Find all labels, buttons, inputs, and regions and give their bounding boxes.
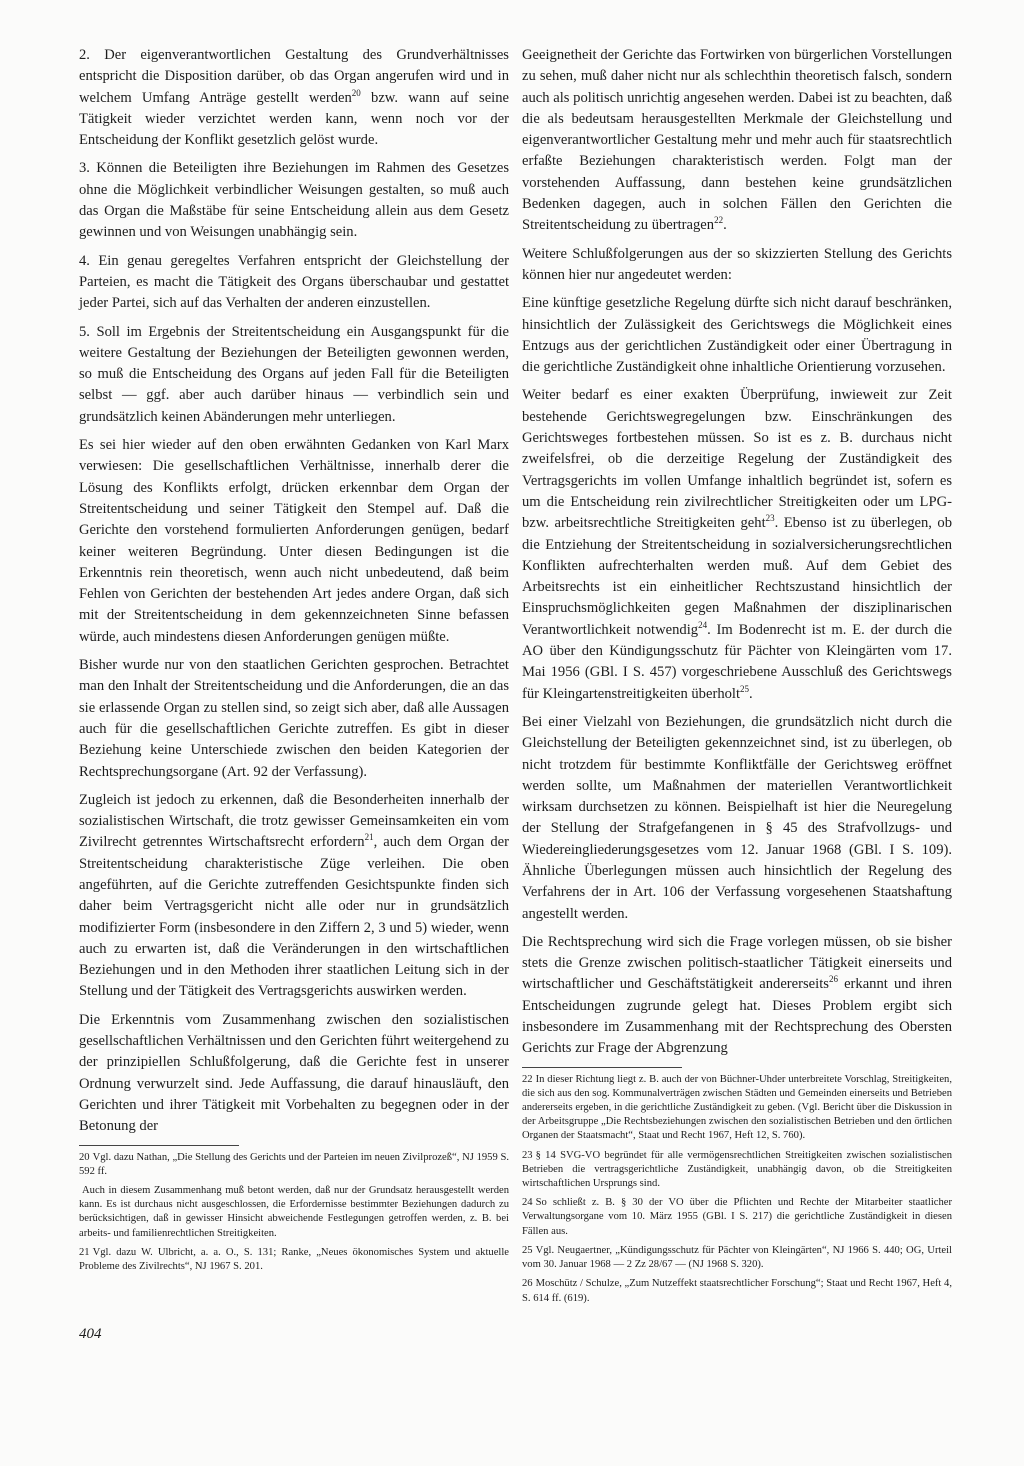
footnote-number: 24 (522, 1197, 533, 1209)
footnote-ref: 23 (765, 513, 775, 524)
footnote (522, 1244, 952, 1272)
paragraph-text: 2. Der eigenverantwortlichen Gestaltung des Grundverhältnisses entspricht die Disposition darüber, ob das Organ angerufen wird und in welchem Umfang Anträge gestellt werden (79, 47, 509, 106)
paragraph (522, 385, 952, 704)
footnote (79, 1151, 509, 1179)
footnote-ref: 24 (698, 619, 708, 630)
paragraph (79, 790, 509, 1003)
right-footnotes (522, 1073, 952, 1306)
footnote-number: 25 (522, 1244, 533, 1256)
footnote-ref: 26 (828, 974, 838, 985)
paragraph (522, 244, 952, 287)
footnote-text: Vgl. Neugaertner, „Kündigungsschutz für Pächter von Kleingärten“, NJ 1966 S. 440; OG, Urteil vom 30. Januar 1968 — 2 Zz 28/67 — (NJ 1968 S. 320). (522, 1244, 952, 1271)
paragraph-text: . (749, 685, 753, 702)
paragraph-text: . (723, 217, 727, 234)
footnote-number: 23 (522, 1149, 533, 1161)
paragraph-text: , auch dem Organ der Streitentscheidung charakteristische Züge verleihen. Die oben angeführten, auf die Gerichte zutreffenden Gesichtspunkte finden sich daher beim Vertragsgericht nicht alle oder nur in grundsätzlich modifizierter Form (insbesondere in den Ziffern 2, 3 und 5) wieder, wenn auch zu erwarten ist, daß die Veränderungen in den wirtschaftlichen Beziehungen und in den Methoden ihrer staatlichen Leitung sich in der Stellung und der Tätigkeit des Vertragsgerichts auswirken werden. (79, 834, 509, 1000)
footnote-text: In dieser Richtung liegt z. B. auch der von Büchner-Uhder unterbreitete Vorschlag, Streitigkeiten, die sich aus den sog. Kommunalverträgen zwischen Städten und Gemeinden einerseits und Betrieben andererseits ergeben, in die gerichtliche Zuständigkeit zu geben. (Vgl. Bericht über die Diskussion in der Arbeitsgruppe „Die Rechtsbeziehungen zwischen den sozialistischen Betrieben und den örtlichen Organen der Staatsmacht“, Staat und Recht 1967, Heft 12, S. 760). (522, 1073, 952, 1142)
paragraph (522, 712, 952, 925)
paragraph (79, 158, 509, 243)
paragraph-text: 5. Soll im Ergebnis der Streitentscheidung ein Ausgangspunkt für die weitere Gestaltung der Beziehungen der Beteiligten gewonnen werden, so muß die Entscheidung des Organs auf jeden Fall für die Beteiligten selbst — ggf. aber auch darüber hinaus — verbindlich sein und grundsätzlich keinen Abänderungen mehr unterliegen. (79, 323, 509, 425)
paragraph-text: Die Erkenntnis vom Zusammenhang zwischen den sozialistischen gesellschaftlichen Verhältnissen und den Gerichten führt weitergehend zu der prinzipiellen Schlußfolgerung, daß die Gerichte fest in unserer Ordnung verwurzelt sind. Jede Auffassung, die darauf hinausläuft, den Gerichten und ihrer Tätigkeit mit Vorbehalten zu begegnen oder in der Betonung der (79, 1011, 509, 1135)
paragraph-text: 4. Ein genau geregeltes Verfahren entspricht der Gleichstellung der Parteien, es macht die Tätigkeit des Organs überschaubar und gestattet jeder Partei, sich auf das Verhalten der anderen einzustellen. (79, 252, 509, 312)
paragraph (79, 251, 509, 315)
footnote-text: Auch in diesem Zusammenhang muß betont werden, daß nur der Grundsatz herausgestellt werden kann. Es ist durchaus nicht ausgeschlossen, die Erfordernisse bestimmter Beziehungen dadurch zu berücksichtigen, daß in gewisser Hinsicht abweichende Festlegungen getroffen werden, z. B. bei arbeits- und familienrechtlichen Streitigkeiten. (79, 1184, 509, 1239)
paragraph-text: . Im Bodenrecht ist m. E. der durch die AO über den Kündigungsschutz für Pächter von Kleingärten vom 17. Mai 1956 (GBl. I S. 457) vorgeschriebene Ausschluß des Gerichtswegs für Kleingartenstreitigkeiten überholt (522, 621, 952, 702)
paragraph-text: Bei einer Vielzahl von Beziehungen, die grundsätzlich nicht durch die Gleichstellung der Beteiligten gekennzeichnet sind, ist zu überlegen, ob nicht trotzdem für bestimmte Konfliktfälle der Gerichtsweg eröffnet werden sollte, um Maßnahmen der materiellen Verantwortlichkeit wirksam durchsetzen zu können. Beispielhaft ist hier die Neuregelung der Stellung der Strafgefangenen in § 45 des Strafvollzugs- und Wiedereingliederungsgesetzes vom 12. Januar 1968 (GBl. I S. 109). Ähnliche Überlegungen müssen auch hinsichtlich der Regelung des Verfahrens der in Art. 106 der Verfassung vorgesehenen Staatshaftung angestellt werden. (522, 713, 952, 922)
paragraph-text: Es sei hier wieder auf den oben erwähnten Gedanken von Karl Marx verwiesen: Die gesellschaftlichen Verhältnisse, innerhalb derer die Lösung des Konflikts erfolgt, drücken erkennbar dem Organ der Streitentscheidung und seiner Tätigkeit den Stempel auf. Daß die Gerichte den vorstehend formulierten Anforderungen genügen, bedarf keiner weiteren Begründung. Unter diesen Bedingungen ist die Erkenntnis rein theoretisch, wenn auch nicht unbedeutend, daß beim Fehlen von Gerichten der bestehenden Art jedes andere Organ, daß sich mit der Streitentscheidung in dem gekennzeichneten Sinne befassen würde, auch mindestens diesen Anforderungen genügen müßte. (79, 437, 509, 645)
paragraph-text: erkannt und ihren Entscheidungen zugrunde gelegt hat. Dieses Problem ergibt sich insbesondere im Zusammenhang mit der Rechtsprechung des Obersten Gerichts zur Frage der Abgrenzung (522, 976, 952, 1057)
paragraph (79, 435, 509, 648)
footnote-number: 22 (522, 1073, 533, 1085)
footnote-text: Vgl. dazu W. Ulbricht, a. a. O., S. 131; Ranke, „Neues ökonomisches System und aktuelle Probleme des Zivilrechts“, NJ 1967 S. 201. (79, 1246, 509, 1272)
paragraph-text: Die Rechtsprechung wird sich die Frage vorlegen müssen, ob sie bisher stets die Grenze zwischen politisch-staatlicher Tätigkeit einerseits und wirtschaftlicher und Geschäftstätigkeit andererseits (522, 933, 952, 993)
footnote-ref: 20 (351, 87, 361, 98)
right-column (522, 45, 952, 1311)
page-number: 404 (79, 1326, 102, 1342)
left-footnotes (79, 1151, 509, 1275)
paragraph (522, 45, 952, 237)
paragraph-text: Zugleich ist jedoch zu erkennen, daß die Besonderheiten innerhalb der sozialistischen Wirtschaft, die trotz gewisser Gemeinsamkeiten ein vom Zivilrecht getrenntes Wirtschaftsrecht erfordern (79, 791, 509, 851)
paragraph (79, 322, 509, 428)
footnote-text: Vgl. dazu Nathan, „Die Stellung des Gerichts und der Parteien im neuen Zivilprozeß“, NJ 1959 S. 592 ff. (79, 1151, 509, 1177)
paragraph (79, 45, 509, 151)
paragraph-text: bzw. wann auf seine Tätigkeit wieder verzichtet werden kann, wenn noch vor der Entscheidung der Konflikt gesetzlich gelöst wurde. (79, 89, 510, 149)
footnote-rule-right (522, 1067, 682, 1068)
paragraph-text: Bisher wurde nur von den staatlichen Gerichten gesprochen. Betrachtet man den Inhalt der Streitentscheidung und die Anforderungen, die an das sie erlassende Organ zu stellen sind, so zeigt sich aber, daß alle Aussagen auch für die gesellschaftlichen Gerichte zutreffen. Es gibt in dieser Beziehung keine Unterschiede zwischen den beiden Kategorien der Rechtsprechungsorgane (Art. 92 der Verfassung). (79, 657, 509, 780)
footnote (522, 1277, 952, 1305)
footnote-number: 21 (79, 1246, 90, 1258)
footnote (79, 1184, 509, 1241)
footnote-text: § 14 SVG-VO begründet für alle vermögensrechtlichen Streitigkeiten zwischen sozialistischen Betrieben die vertragsgerichtliche Zuständigkeit, unabhängig davon, ob die Streitigkeiten wirtschaftlichen Ursprungs sind. (522, 1149, 952, 1190)
paragraph-text: Geeignetheit der Gerichte das Fortwirken von bürgerlichen Vorstellungen zu sehen, muß daher nicht nur als schlechthin theoretisch falsch, sondern auch als politisch unrichtig angesehen werden. Dabei ist zu beachten, daß die als bedeutsam herausgestellten Merkmale der Gleichstellung und eigenverantwortlicher Gestaltung mehr und mehr auch für staatsrechtlich erfaßte Beziehungen charakteristisch werden. Folgt man der vorstehenden Auffassung, dann bestehen keine grundsätzlichen Bedenken dagegen, auch in solchen Fällen den Gerichten die Streitentscheidung zu übertragen (522, 47, 952, 234)
footnote (522, 1149, 952, 1192)
left-body-text (79, 45, 509, 1138)
footnote (79, 1246, 509, 1274)
footnote-rule-left (79, 1145, 239, 1146)
footnote (522, 1196, 952, 1239)
paragraph-text: 3. Können die Beteiligten ihre Beziehungen im Rahmen des Gesetzes ohne die Möglichkeit verbindlicher Weisungen gestalten, so muß auch das Organ die Maßstäbe für seine Entscheidung allein aus dem Gesetz gewinnen und von Weisungen unabhängig sein. (79, 160, 509, 241)
left-column (79, 45, 509, 1279)
footnote-number: 20 (79, 1151, 90, 1163)
footnote-ref: 21 (364, 832, 374, 843)
paragraph (79, 655, 509, 783)
paragraph (522, 932, 952, 1060)
footnote-ref: 22 (714, 215, 724, 226)
footnote-text: Moschütz / Schulze, „Zum Nutzeffekt staatsrechtlicher Forschung“; Staat und Recht 1967, Heft 4, S. 614 ff. (619). (522, 1278, 952, 1304)
footnote-ref: 25 (740, 683, 750, 694)
paragraph-text: Weiter bedarf es einer exakten Überprüfung, inwieweit zur Zeit bestehende Gerichtswegregelungen bzw. Einschränkungen des Gerichtsweges fortbestehen müssen. So ist es z. B. durchaus nicht zweifelsfrei, ob die derzeitige Regelung der Zuständigkeit des Vertragsgerichts im vollen Umfange inhaltlich begründet ist, sofern es um die Entscheidung rein zivilrechtlicher Streitigkeiten oder um LPG- bzw. arbeitsrechtliche Streitigkeiten geht (522, 387, 952, 532)
footnote-text: So schließt z. B. § 30 der VO über die Pflichten und Rechte der Mitarbeiter staatlicher Verwaltungsorgane vom 10. März 1955 (GBl. I S. 217) die gerichtliche Zuständigkeit in diesen Fällen aus. (522, 1197, 952, 1237)
paragraph (522, 293, 952, 378)
footnote (522, 1073, 952, 1144)
paragraph (79, 1010, 509, 1138)
paragraph-text: Eine künftige gesetzliche Regelung dürfte sich nicht darauf beschränken, hinsichtlich der Zulässigkeit des Gerichtswegs die Möglichkeit eines Entzugs aus der gerichtlichen Zuständigkeit oder einer Übertragung in die gerichtliche Zuständigkeit ohne inhaltliche Orientierung vorzusehen. (522, 295, 952, 376)
right-body-text (522, 45, 952, 1060)
footnote-number: 26 (522, 1278, 533, 1290)
paragraph-text: Weitere Schlußfolgerungen aus der so skizzierten Stellung des Gerichts können hier nur angedeutet werden: (522, 245, 952, 283)
paragraph-text: . Ebenso ist zu überlegen, ob die Entziehung der Streitentscheidung in sozialversicherungsrechtlichen Konflikten aufrechterhalten werden muß. Auf dem Gebiet des Arbeitsrechts ist ein einheitlicher Rechtszustand hinsichtlich der Einspruchsmöglichkeiten gegen Maßnahmen der disziplinarischen Verantwortlichkeit notwendig (522, 515, 952, 638)
